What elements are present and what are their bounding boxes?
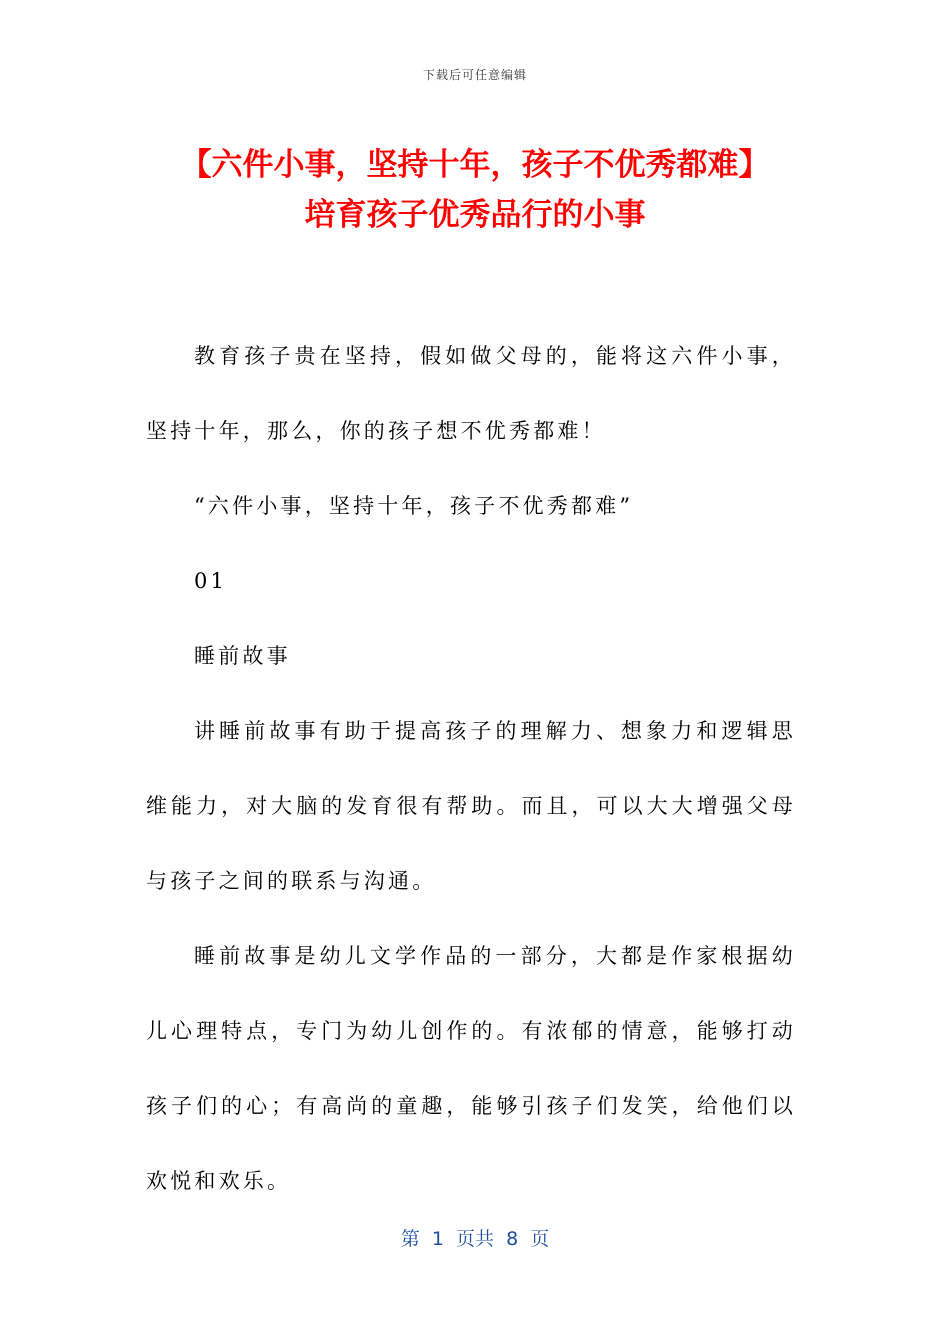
paragraph-story-benefit: 讲睡前故事有助于提高孩子的理解力、想象力和逻辑思维能力，对大脑的发育很有帮助。而且，可以大大增强父母与孩子之间的联系与沟通。 xyxy=(146,719,796,893)
header-note: 下载后可任意编辑 xyxy=(422,68,527,82)
document-body xyxy=(146,319,796,1219)
title-line-2: 培育孩子优秀品行的小事 xyxy=(304,197,646,233)
paragraph-intro: 教育孩子贵在坚持，假如做父母的，能将这六件小事，坚持十年，那么，你的孩子想不优秀都难！ xyxy=(146,344,796,443)
page-number-footer: 第 1 页共 8 页 xyxy=(400,1228,550,1250)
paragraph-story-description: 睡前故事是幼儿文学作品的一部分，大都是作家根据幼儿心理特点，专门为幼儿创作的。有浓郁的情意，能够打动孩子们的心；有高尚的童趣，能够引孩子们发笑，给他们以欢悦和欢乐。 xyxy=(146,944,796,1193)
section-number: 01 xyxy=(194,569,228,593)
section-heading: 睡前故事 xyxy=(194,644,291,668)
paragraph-quote: “六件小事，坚持十年，孩子不优秀都难” xyxy=(194,494,634,518)
title-line-1: 【六件小事，坚持十年，孩子不优秀都难】 xyxy=(180,147,770,183)
document-title xyxy=(60,140,890,240)
